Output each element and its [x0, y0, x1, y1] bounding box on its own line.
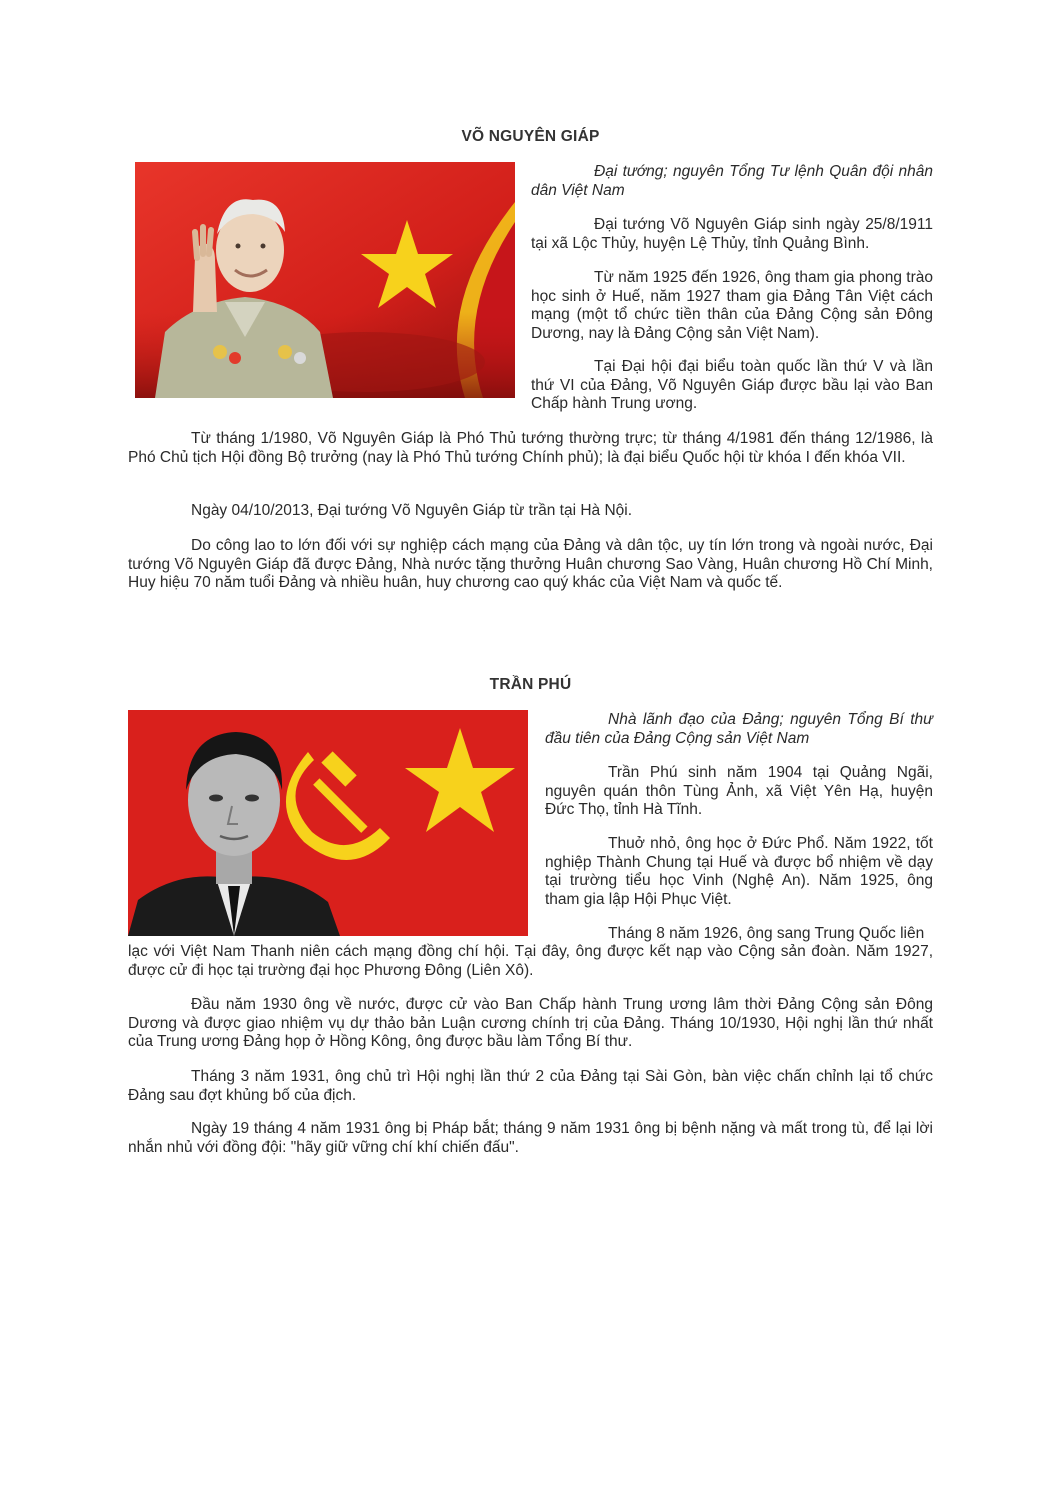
paragraph-start: Tháng 8 năm 1926, ông sang Trung Quốc liên [608, 925, 925, 942]
portrait-tran-phu [128, 710, 528, 936]
paragraph: Ngày 04/10/2013, Đại tướng Võ Nguyên Giáp từ trần tại Hà Nội. [191, 502, 633, 519]
paragraph: Từ tháng 1/1980, Võ Nguyên Giáp là Phó Thủ tướng thường trực; từ tháng 4/1981 đến tháng 12/1986, là Phó Chủ tịch Hội đồng Bộ trưởng (nay là Phó Thủ tướng Chính phủ); là đại biểu Quốc hội từ khóa I đến khóa VII. [128, 430, 933, 466]
paragraph: Do công lao to lớn đối với sự nghiệp cách mạng của Đảng và dân tộc, uy tín lớn trong và ngoài nước, Đại tướng Võ Nguyên Giáp đã được Đảng, Nhà nước tặng thưởng Huân chương Sao Vàng, Huân chương Hồ Chí Minh, Huy hiệu 70 năm tuổi Đảng và nhiều huân, huy chương cao quý khác của Việt Nam và quốc tế. [128, 537, 933, 591]
paragraph: Từ năm 1925 đến 1926, ông tham gia phong trào học sinh ở Huế, năm 1927 tham gia Đảng Tân Việt cách mạng (một tổ chức tiền thân của Đảng Cộng sản Đông Dương, nay là Đảng Cộng sản Việt Nam). [531, 269, 933, 342]
section-title-vo-nguyen-giap: VÕ NGUYÊN GIÁP [461, 128, 600, 145]
paragraph: Ngày 19 tháng 4 năm 1931 ông bị Pháp bắt; tháng 9 năm 1931 ông bị bệnh nặng và mất trong tù, để lại lời nhắn nhủ với đồng đội: "hãy giữ vững chí khí chiến đấu". [128, 1120, 933, 1156]
paragraph: Thuở nhỏ, ông học ở Đức Phổ. Năm 1922, tốt nghiệp Thành Chung tại Huế và được bổ nhiệm về dạy tại trường tiểu học Vinh (Nghệ An). Năm 1925, ông tham gia lập Hội Phục Việt. [545, 835, 933, 908]
paragraph: Tại Đại hội đại biểu toàn quốc lần thứ V và lần thứ VI của Đảng, Võ Nguyên Giáp được bầu lại vào Ban Chấp hành Trung ương. [531, 358, 933, 412]
paragraph-continued: lạc với Việt Nam Thanh niên cách mạng đồng chí hội. Tại đây, ông được kết nạp vào Cộng sản đoàn. Năm 1927, được cử đi học tại trường đại học Phương Đông (Liên Xô). [128, 943, 933, 979]
subtitle-tran-phu: Nhà lãnh đạo của Đảng; nguyên Tổng Bí thư đầu tiên của Đảng Cộng sản Việt Nam [545, 711, 933, 747]
paragraph: Đầu năm 1930 ông về nước, được cử vào Ban Chấp hành Trung ương lâm thời Đảng Cộng sản Đông Dương và được giao nhiệm vụ dự thảo bản Luận cương chính trị của Đảng. Tháng 10/1930, Hội nghị lần thứ nhất của Trung ương Đảng họp ở Hồng Kông, ông được bầu làm Tổng Bí thư. [128, 996, 933, 1050]
subtitle-vo-nguyen-giap: Đại tướng; nguyên Tổng Tư lệnh Quân đội nhân dân Việt Nam [531, 163, 933, 199]
paragraph: Trần Phú sinh năm 1904 tại Quảng Ngãi, nguyên quán thôn Tùng Ảnh, xã Việt Yên Hạ, huyện Đức Thọ, tỉnh Hà Tĩnh. [545, 764, 933, 818]
section-title-tran-phu: TRẦN PHÚ [489, 676, 572, 693]
paragraph: Đại tướng Võ Nguyên Giáp sinh ngày 25/8/1911 tại xã Lộc Thủy, huyện Lệ Thủy, tỉnh Quảng Bình. [531, 216, 933, 252]
paragraph: Tháng 3 năm 1931, ông chủ trì Hội nghị lần thứ 2 của Đảng tại Sài Gòn, bàn việc chấn chỉnh lại tổ chức Đảng sau đợt khủng bố của địch. [128, 1068, 933, 1104]
portrait-vo-nguyen-giap [135, 162, 515, 398]
